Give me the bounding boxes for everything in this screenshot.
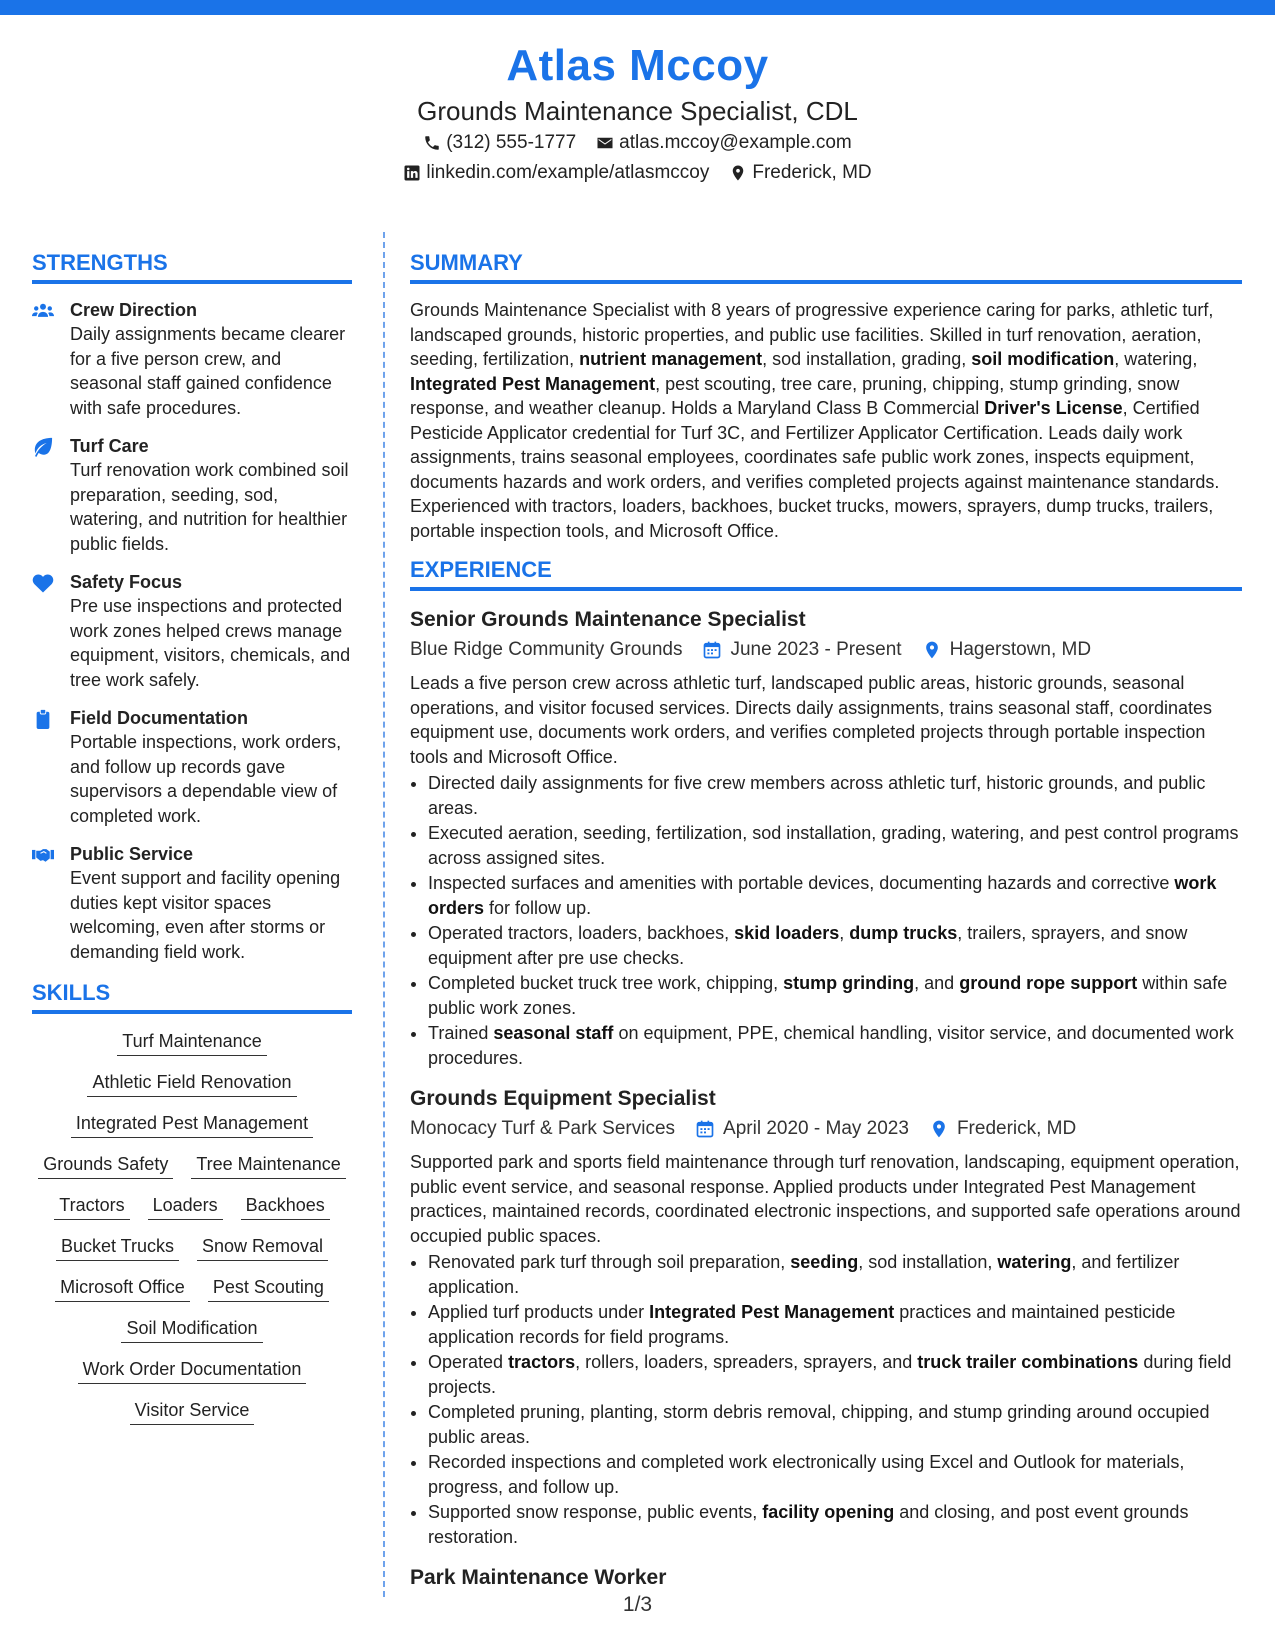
skill-row <box>32 1110 352 1138</box>
strength-item <box>32 570 352 692</box>
bullet-text-segment: , <box>839 923 850 943</box>
skill-row <box>32 1356 352 1384</box>
summary-heading: SUMMARY <box>410 248 1242 284</box>
job-bullet <box>428 1250 1242 1299</box>
bullet-text-segment: Operated <box>428 1352 509 1372</box>
bullet-text-segment: Recorded inspections and completed work electronically using Excel and Outlook for materials, progress, and follow up. <box>428 1452 1185 1497</box>
strength-item <box>32 706 352 828</box>
strength-item <box>32 434 352 556</box>
strength-text: Daily assignments became clearer for a five person crew, and seasonal staff gained confidence with safe procedures. <box>70 324 346 418</box>
phone-text: (312) 555-1777 <box>446 132 577 153</box>
summary-text-segment: , sod installation, grading, <box>762 349 972 369</box>
bullet-text-bold: skid loaders <box>734 923 840 943</box>
bullet-text-segment: Directed daily assignments for five crew members across athletic turf, historic grounds, and public areas. <box>428 773 1206 818</box>
bullet-text-segment: , and fertilizer application. <box>428 1252 1180 1297</box>
bullet-text-segment: on equipment, PPE, chemical handling, visitor service, and documented work procedures. <box>428 1023 1234 1068</box>
job-dates: June 2023 - Present <box>730 639 902 660</box>
job-entry <box>410 1084 1242 1549</box>
skill-tag: Grounds Safety <box>38 1151 173 1179</box>
bullet-text-bold: tractors <box>508 1352 576 1372</box>
summary-text-bold: nutrient management <box>579 349 763 369</box>
job-entry <box>410 1563 1242 1593</box>
job-bullet <box>428 1300 1242 1349</box>
bullet-text-segment: , and <box>914 973 960 993</box>
location-text: Frederick, MD <box>752 162 872 183</box>
skills-list <box>32 1028 352 1425</box>
email-contact[interactable] <box>596 128 852 158</box>
phone-contact <box>423 128 576 158</box>
column-divider <box>383 232 385 1597</box>
bullet-text-bold: seeding <box>790 1252 859 1272</box>
bullet-text-bold: seasonal staff <box>493 1023 614 1043</box>
job-location: Hagerstown, MD <box>949 639 1092 660</box>
job-bullet <box>428 1021 1242 1070</box>
bullet-text-segment: Operated tractors, loaders, backhoes, <box>428 923 735 943</box>
bullet-text-bold: ground rope support <box>959 973 1138 993</box>
contact-row-1 <box>0 128 1275 158</box>
skill-tag: Microsoft Office <box>55 1274 190 1302</box>
strengths-heading: STRENGTHS <box>32 248 352 284</box>
job-bullet <box>428 1350 1242 1399</box>
job-bullet <box>428 871 1242 920</box>
bullet-text-bold: stump grinding <box>783 973 915 993</box>
bullet-text-segment: , trailers, sprayers, and snow equipment after pre use checks. <box>428 923 1188 968</box>
left-column <box>32 248 352 1438</box>
job-entry <box>410 605 1242 1070</box>
skill-tag: Snow Removal <box>197 1233 328 1261</box>
skill-tag: Tree Maintenance <box>191 1151 345 1179</box>
job-bullet <box>428 1500 1242 1549</box>
bullet-text-bold: dump trucks <box>849 923 958 943</box>
job-meta <box>410 1114 1242 1144</box>
job-title: Grounds Equipment Specialist <box>410 1087 716 1110</box>
bullet-text-segment: within safe public work zones. <box>428 973 1228 1018</box>
summary-text-segment: Grounds Maintenance Specialist with 8 years of progressive experience caring for parks, athletic turf, landscaped grounds, historic properties, and public use facilities. Skilled in turf renovation, aeration, seeding, fertilization, <box>410 300 1214 369</box>
job-bullets <box>410 1250 1242 1549</box>
skills-heading: SKILLS <box>32 978 352 1014</box>
strength-title: Field Documentation <box>70 708 249 728</box>
skill-tag: Loaders <box>148 1192 223 1220</box>
email-icon <box>596 134 614 152</box>
skill-row <box>32 1233 352 1261</box>
skill-row <box>32 1151 352 1179</box>
summary-text-segment: , watering, <box>1114 349 1198 369</box>
location-contact <box>729 158 871 188</box>
job-description: Leads a five person crew across athletic turf, landscaped public areas, historic grounds, seasonal operations, and visitor focused services. Directs daily assignments, trains seasonal staff, coordinates equipment use, documents work orders, and verifies completed projects through portable inspection tools and Microsoft Office. <box>410 673 1213 767</box>
bullet-text-bold: Integrated Pest Management <box>649 1302 895 1322</box>
bullet-text-segment: for follow up. <box>484 897 592 918</box>
job-bullet <box>428 1450 1242 1499</box>
bullet-text-segment: practices and maintained pesticide application records for field programs. <box>428 1302 1176 1347</box>
job-title: Senior Grounds Maintenance Specialist <box>410 608 806 631</box>
summary-text-bold: soil modification <box>971 349 1115 369</box>
bullet-text-bold: facility opening <box>762 1502 895 1522</box>
bullet-text-segment: Trained <box>428 1023 494 1043</box>
skill-row <box>32 1397 352 1425</box>
clipboard-icon <box>32 706 70 828</box>
skill-tag: Tractors <box>54 1192 129 1220</box>
leaf-icon <box>32 434 70 556</box>
summary-text <box>410 298 1242 543</box>
bullet-text-bold: truck trailer combinations <box>917 1352 1139 1372</box>
bullet-text-segment: during field projects. <box>428 1352 1232 1397</box>
bullet-text-bold: work orders <box>428 873 1217 918</box>
skill-tag: Backhoes <box>241 1192 330 1220</box>
bullet-text-segment: Completed pruning, planting, storm debris removal, chipping, and stump grinding around occupied public areas. <box>428 1402 1210 1447</box>
strength-title: Turf Care <box>70 436 149 456</box>
skill-row <box>32 1192 352 1220</box>
skill-tag: Visitor Service <box>130 1397 255 1425</box>
linkedin-text[interactable]: linkedin.com/example/atlasmccoy <box>426 162 710 183</box>
strength-text: Turf renovation work combined soil preparation, seeding, sod, watering, and nutrition for healthier public fields. <box>70 460 349 554</box>
job-bullet <box>428 971 1242 1020</box>
strength-text: Pre use inspections and protected work zones helped crews manage equipment, visitors, chemicals, and tree work safely. <box>70 596 351 690</box>
skill-row <box>32 1069 352 1097</box>
job-bullets <box>410 771 1242 1070</box>
skill-row <box>32 1315 352 1343</box>
phone-icon <box>423 134 441 152</box>
skill-row <box>32 1028 352 1056</box>
contact-row-2 <box>0 158 1275 188</box>
map-pin-icon <box>929 1119 949 1139</box>
linkedin-icon <box>403 164 421 182</box>
users-icon <box>32 298 70 420</box>
resume-header <box>0 40 1275 188</box>
skill-row <box>32 1274 352 1302</box>
candidate-title: Grounds Maintenance Specialist, CDL <box>417 96 858 126</box>
job-bullet <box>428 771 1242 820</box>
page-number: 1/3 <box>622 1593 653 1616</box>
strength-title: Crew Direction <box>70 300 198 320</box>
job-bullet <box>428 921 1242 970</box>
skill-tag: Pest Scouting <box>208 1274 329 1302</box>
top-accent-bar <box>0 0 1275 15</box>
job-bullet <box>428 821 1242 870</box>
summary-text-bold: Driver's License <box>984 398 1123 418</box>
strength-text: Portable inspections, work orders, and follow up records gave supervisors a dependable view of completed work. <box>70 732 342 826</box>
map-pin-icon <box>729 164 747 182</box>
bullet-text-segment: Inspected surfaces and amenities with portable devices, documenting hazards and corrective <box>428 873 1175 893</box>
calendar-icon <box>702 640 722 660</box>
candidate-name: Atlas Mccoy <box>506 41 769 90</box>
strength-text: Event support and facility opening duties kept visitor spaces welcoming, even after storms or demanding field work. <box>70 868 341 962</box>
skill-tag: Bucket Trucks <box>56 1233 179 1261</box>
job-title: Park Maintenance Worker <box>410 1566 667 1589</box>
skill-tag: Soil Modification <box>121 1315 262 1343</box>
strength-title: Safety Focus <box>70 572 183 592</box>
bullet-text-segment: Supported snow response, public events, <box>428 1502 763 1522</box>
strength-title: Public Service <box>70 844 194 864</box>
bullet-text-segment: , rollers, loaders, spreaders, sprayers, and <box>575 1352 918 1372</box>
heart-icon <box>32 570 70 692</box>
summary-text-bold: Integrated Pest Management <box>410 373 656 394</box>
strength-item <box>32 842 352 964</box>
skill-tag: Turf Maintenance <box>117 1028 266 1056</box>
skill-tag: Work Order Documentation <box>78 1356 307 1384</box>
bullet-text-segment: and closing, and post event grounds restoration. <box>428 1502 1189 1547</box>
bullet-text-segment: , sod installation, <box>858 1252 998 1272</box>
email-text[interactable]: atlas.mccoy@example.com <box>619 132 852 153</box>
right-column <box>410 248 1242 1607</box>
job-meta <box>410 635 1242 665</box>
calendar-icon <box>695 1119 715 1139</box>
summary-text-segment: , pest scouting, tree care, pruning, chipping, stump grinding, snow response, and weather cleanup. Holds a Maryland Class B Commercial <box>410 373 1180 418</box>
bullet-text-segment: Executed aeration, seeding, fertilization, sod installation, grading, watering, and pest control programs across assigned sites. <box>428 823 1239 868</box>
job-bullet <box>428 1400 1242 1449</box>
job-company: Blue Ridge Community Grounds <box>410 639 683 660</box>
experience-heading: EXPERIENCE <box>410 555 1242 591</box>
job-dates: April 2020 - May 2023 <box>723 1118 909 1139</box>
summary-text-segment: , Certified Pesticide Applicator credential for Turf 3C, and Fertilizer Applicator Certification. Leads daily work assignments, trains seasonal employees, coordinates safe public work zones, inspects equipment, documents hazards and work orders, and verifies completed projects against maintenance standards. Experienced with tractors, loaders, backhoes, bucket trucks, mowers, sprayers, dump trucks, trailers, portable inspection tools, and Microsoft Office. <box>410 398 1220 541</box>
strength-item <box>32 298 352 420</box>
job-company: Monocacy Turf & Park Services <box>410 1118 676 1139</box>
linkedin-contact[interactable] <box>403 158 709 188</box>
job-description: Supported park and sports field maintenance through turf renovation, landscaping, equipment operation, public event service, and seasonal response. Applied products under Integrated Pest Management practices, maintained records, coordinated electronic inspections, and supported safe operations around occupied public spaces. <box>410 1152 1241 1246</box>
job-location: Frederick, MD <box>956 1118 1077 1139</box>
skill-tag: Integrated Pest Management <box>71 1110 313 1138</box>
bullet-text-segment: Applied turf products under <box>428 1302 650 1322</box>
bullet-text-segment: Completed bucket truck tree work, chipping, <box>428 973 784 993</box>
bullet-text-segment: Renovated park turf through soil preparation, <box>428 1252 791 1272</box>
bullet-text-bold: watering <box>997 1252 1072 1272</box>
map-pin-icon <box>922 640 942 660</box>
skill-tag: Athletic Field Renovation <box>87 1069 296 1097</box>
handshake-icon <box>32 842 70 964</box>
